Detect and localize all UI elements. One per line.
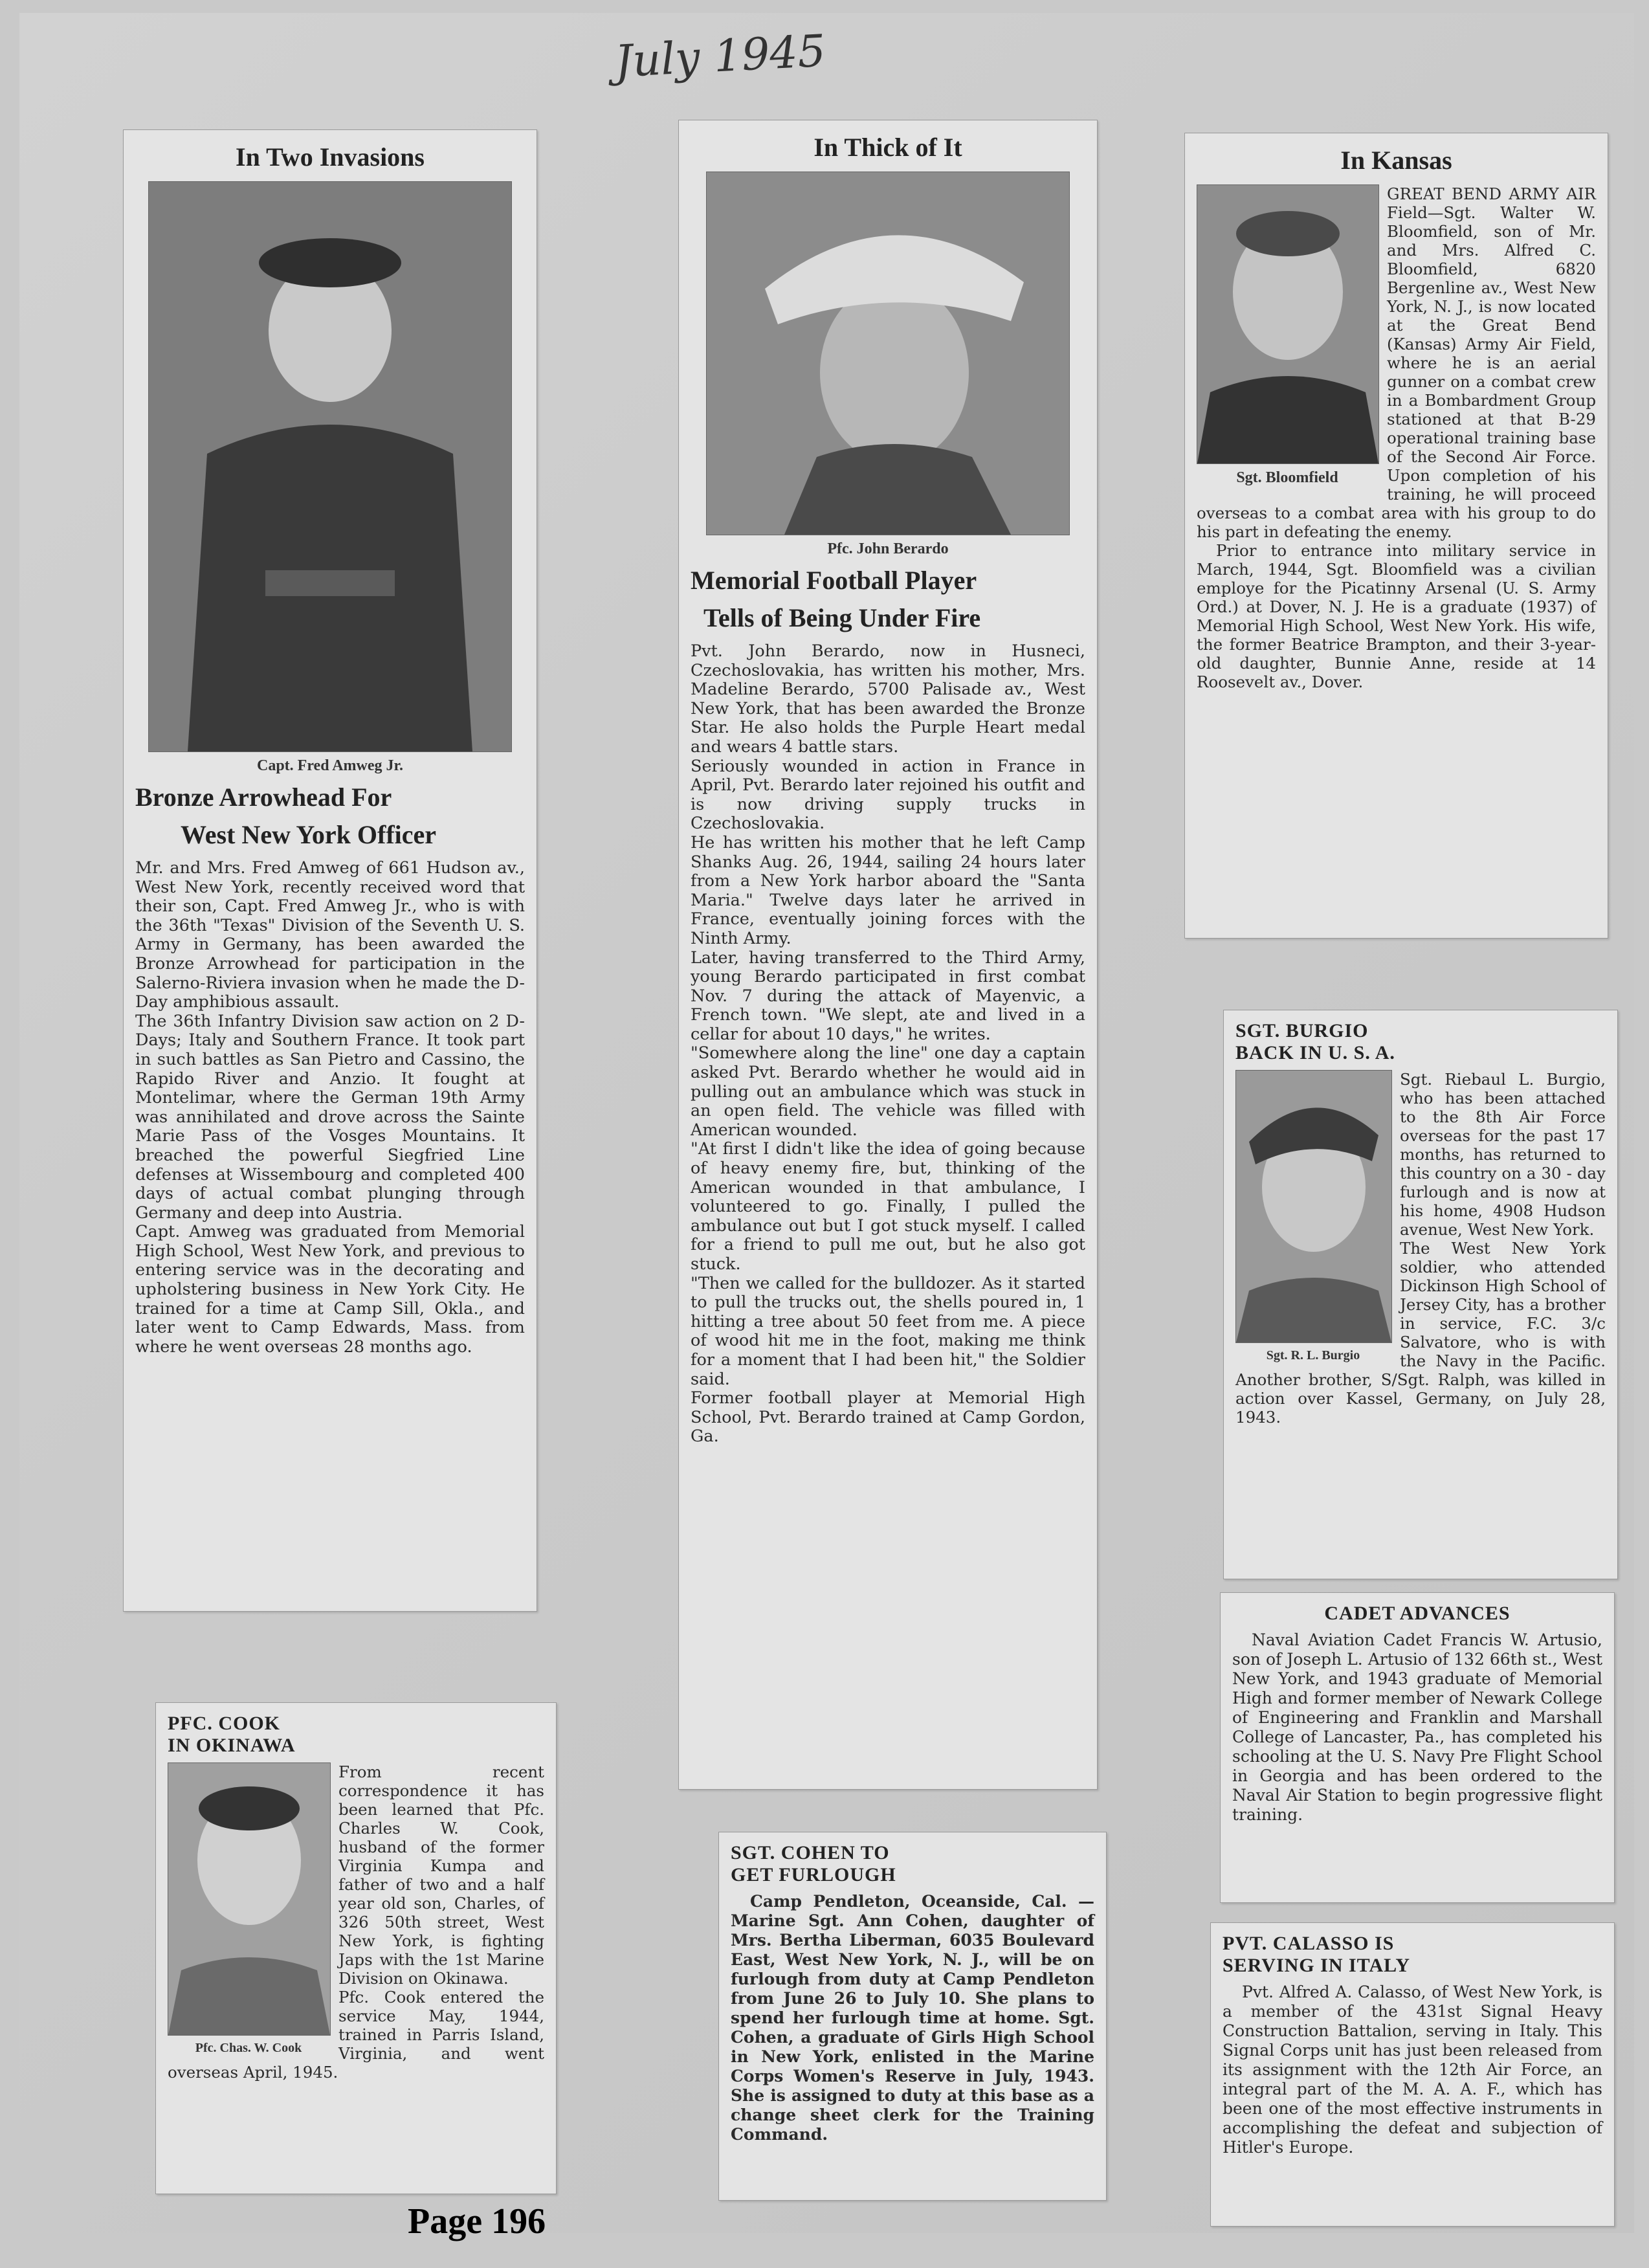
clipping-heading-line-1: PFC. COOK: [168, 1713, 280, 1734]
page-number: Page 196: [408, 2201, 546, 2241]
clipping-heading-line-2: IN OKINAWA: [168, 1735, 296, 1756]
clipping-heading-line-1: PVT. CALASSO IS: [1223, 1933, 1395, 1954]
photo-caption: Sgt. Bloomfield: [1236, 469, 1338, 486]
handwritten-date: July 1945: [614, 25, 827, 88]
clipping-heading-line-2: GET FURLOUGH: [731, 1864, 896, 1885]
clipping-heading: CADET ADVANCES: [1324, 1603, 1511, 1624]
article-body: Naval Aviation Cadet Francis W. Artusio, son of Joseph L. Artusio of 132 66th st., West New York, and 1943 graduate of Memorial High and former member of Newark College of Engineering and Franklin and Marshall College of Lancaster, Pa., has completed his schooling at the U. S. Navy Pre Flight School in Georgia and has been ordered to the Naval Air Station to begin progressive flight training.: [1232, 1630, 1602, 1824]
clipping-heading-line-1: SGT. BURGIO: [1235, 1020, 1369, 1041]
clipping-cook: [155, 1702, 557, 2194]
clipping-heading: In Thick of It: [813, 133, 962, 162]
photo-caption: Pfc. Chas. W. Cook: [195, 2041, 302, 2055]
photo-caption: Capt. Fred Amweg Jr.: [257, 757, 403, 774]
article-body: Sgt. Riebaul L. Burgio, who has been attached to the 8th Air Force overseas for the past 17 months, has returned to this country on a 30 - day furlough and is now at his home, 4908 Hudson avenue, West New York. The West New York soldier, who attended Dickinson High School of Jersey City, has a brother in service, F.C. 3/c Salvatore, who is with the Navy in the Pacific. Another brother, S/Sgt. Ralph, was killed in action over Kassel, Germany, on July 28, 1943.: [1235, 1070, 1606, 1427]
scrapbook-page: [19, 13, 1634, 2241]
headline-line-1: Bronze Arrowhead For: [135, 783, 392, 812]
photo-caption: Sgt. R. L. Burgio: [1266, 1348, 1360, 1362]
photo-amweg: [148, 181, 512, 752]
clipping-amweg: [123, 129, 537, 1612]
photo-burgio: [1235, 1070, 1392, 1343]
article-body: GREAT BEND ARMY AIR Field—Sgt. Walter W. Bloomfield, son of Mr. and Mrs. Alfred C. Bloomfield, 6820 Bergenline av., West New York, N. J., is now located at the Great Bend (Kansas) Army Air Field, where he is an aerial gunner on a combat crew in a Bombardment Group stationed at that B-29 operational training base of the Second Air Force. Upon completion of his training, he will proceed overseas to a combat area with his group to do his part in defeating the enemy.: [1197, 184, 1596, 541]
clipping-heading: In Kansas: [1340, 146, 1452, 175]
photo-cook: [168, 1762, 331, 2036]
article-body: From recent correspondence it has been learned that Pfc. Charles W. Cook, husband of the former Virginia Kumpa and father of two and a half year old son, Charles, of 326 50th street, West New York, is fighting Japs with the 1st Marine Division on Okinawa. Pfc. Cook entered the service May, 1944, trained in Parris Island, Virginia, and went overseas April, 1945.: [168, 1762, 544, 2082]
headline-line-2: West New York Officer: [181, 820, 437, 849]
headline-line-2: Tells of Being Under Fire: [703, 603, 981, 632]
clipping-heading-line-1: SGT. COHEN TO: [731, 1842, 890, 1863]
article-body: Camp Pendleton, Oceanside, Cal. —Marine Sgt. Ann Cohen, daughter of Mrs. Bertha Liberman, 6035 Boulevard East, West New York, N. J., will be on furlough from duty at Camp Pendleton from June 26 to July 10. She plans to spend her furlough time at home. Sgt. Cohen, a graduate of Girls High School in New York, enlisted in the Marine Corps Women's Reserve in July, 1943. She is assigned to duty at this base as a change sheet clerk for the Training Command.: [731, 1892, 1094, 2144]
clipping-cohen: [718, 1832, 1107, 2201]
clipping-berardo: [678, 120, 1098, 1790]
headline-line-1: Memorial Football Player: [691, 566, 977, 595]
clipping-bloomfield: [1184, 133, 1608, 939]
clipping-calasso: [1210, 1922, 1615, 2227]
article-body: Pvt. Alfred A. Calasso, of West New York, is a member of the 431st Signal Heavy Construction Battalion, serving in Italy. This Signal Corps unit has just been released from its assignment with the 12th Air Force, an integral part of the M. A. A. F., which has been one of the most effective instruments in accomplishing the defeat and subjection of Hitler's Europe.: [1223, 1983, 1602, 2157]
photo-caption: Pfc. John Berardo: [827, 540, 949, 557]
clipping-burgio: [1223, 1010, 1618, 1579]
article-body: Mr. and Mrs. Fred Amweg of 661 Hudson av., West New York, recently received word that their son, Capt. Fred Amweg Jr., who is with the 36th "Texas" Division of the Seventh U. S. Army in Germany, has been awarded the Bronze Arrowhead for participation in the Salerno-Riviera invasion when he made the D-Day amphibious assault. The 36th Infantry Division saw action on 2 D-Days; Italy and Southern France. It took part in such battles as San Pietro and Cassino, the Rapido River and Anzio. It fought at Montelimar, where the German 19th Army was annihilated and drove across the Sainte Marie Pass of the Vosges Mountains. It breached the powerful Siegfried Line defenses at Wissembourg and completed 400 days of actual combat plunging through Germany and deep into Austria. Capt. Amweg was graduated from Memorial High School, West New York, and previous to entering service was in the decorating and upholstering business in New York City. He trained for a time at Camp Sill, Okla., and later went to Camp Edwards, Mass. from where he went overseas 28 months ago.: [135, 858, 525, 1357]
article-body: Pvt. John Berardo, now in Husneci, Czechoslovakia, has written his mother, Mrs. Madeline Berardo, 5700 Palisade av., West New York, that has been awarded the Bronze Star. He also holds the Purple Heart medal and wears 4 battle stars. Seriously wounded in action in France in April, Pvt. Berardo later rejoined his outfit and is now driving supply trucks in Czechoslovakia. He has written his mother that he left Camp Shanks Aug. 26, 1944, sailing 24 hours later from a New York harbor aboard the "Santa Maria." Twelve days later he arrived in France, eventually joining forces with the Ninth Army. Later, having transferred to the Third Army, young Berardo participated in first combat Nov. 7 during the attack of Mayenvic, a French town. "We slept, ate and lived in a cellar for about 10 days," he writes. "Somewhere along the line" one day a captain asked Pvt. Berardo whether he would aid in pulling out an ambulance which was stuck in an open field. The vehicle was filled with American wounded. "At first I didn't like the idea of going because of heavy enemy fire, but, thinking of the American wounded in that ambulance, I volunteered to go. Finally, I pulled the ambulance out but I got stuck myself. I called for a friend to pull me out, but he also got stuck. "Then we called for the bulldozer. As it started to pull the trucks out, the shells poured in, 1 hitting a tree about 50 feet from me. A piece of wood hit me in the foot, making me think for a moment that I had been hit," the Soldier said. Former football player at Memorial High School, Pvt. Berardo trained at Camp Gordon, Ga.: [691, 641, 1085, 1447]
clipping-heading-line-2: SERVING IN ITALY: [1223, 1955, 1411, 1976]
photo-berardo: [706, 172, 1070, 535]
clipping-heading: In Two Invasions: [236, 142, 425, 172]
article-body-continued: Prior to entrance into military service in March, 1944, Sgt. Bloomfield was a civilian employe for the Picatinny Arsenal (U. S. Army Ord.) at Dover, N. J. He is a graduate (1937) of Memorial High School, West New York. His wife, the former Beatrice Brampton, and their 3-year-old daughter, Bunnie Anne, reside at 14 Roosevelt av., Dover.: [1197, 541, 1596, 691]
clipping-heading-line-2: BACK IN U. S. A.: [1235, 1042, 1395, 1063]
photo-bloomfield: [1197, 184, 1379, 464]
clipping-artusio: [1220, 1592, 1615, 1903]
